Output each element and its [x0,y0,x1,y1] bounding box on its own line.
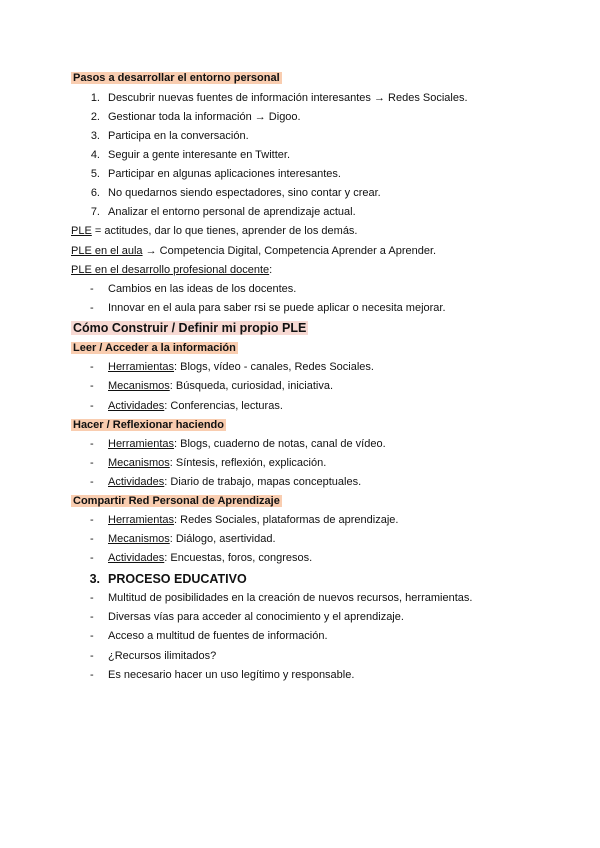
section-heading-construir: Cómo Construir / Definir mi propio PLE [73,321,307,335]
ple-aula: PLE en el aula → Competencia Digital, Competencia Aprender a Aprender. [71,245,437,257]
ple-definition: PLE = actitudes, dar lo que tienes, aprender de los demás. [71,225,358,237]
section-heading-pasos: Pasos a desarrollar el entorno personal [73,72,280,84]
document-page: Pasos a desarrollar el entorno personal 1. Descubrir nuevas fuentes de información interesantes → Redes Sociales. 2. Gestionar toda la información → Digoo. 3. Participa en la conversación. 4. Seguir a gente interesante en Twitter. 5. Participar en algunas aplicaciones interesantes. 6. No quedarnos siendo espectadores, sino contar y crear. 7. Analizar el entorno personal de aprendizaje actual. PLE = actitudes, dar lo que tienes, aprender de los demás. PLE en el aula → Competencia Digital, Competencia Aprender a Aprender. PLE en el desarrollo profesional docente: - Cambios en las ideas de los docentes. - Innovar en el aula para saber rsi se puede aplicar o necesita mejorar. Cómo Construir / Definir mi propio PLE Leer / Acceder a la información - Herramientas: Blogs, vídeo - canales, Redes Sociales. - Mecanismos: Búsqueda, curiosidad, iniciativa. - Actividades: Conferencias, lecturas. Hacer / Reflexionar haciendo - Herramientas: Blogs, cuaderno de notas, canal de vídeo. - Mecanismos: Síntesis, reflexión, explicación. - Actividades: Diario de trabajo, mapas conceptuales. Compartir Red Personal de Aprendizaje - Herramientas: Redes Sociales, plataformas de aprendizaje. - Mecanismos: Diálogo, asertividad. - Actividades: Encuestas, foros, congresos. 3. PROCESO EDUCATIVO - Multitud de posibilidades en la creación de nuevos recursos, herramientas. - Diversas vías para acceder al conocimiento y el aprendizaje. - Acceso a multitud de fuentes de información. - ¿Recursos ilimitados? - Es necesario hacer un uso legítimo y responsable. [71,72,473,681]
ple-desarrollo: PLE en el desarrollo profesional docente: [71,264,273,276]
group-title: Compartir Red Personal de Aprendizaje [73,495,280,507]
group-title: Hacer / Reflexionar haciendo [73,419,224,431]
group-title: Leer / Acceder a la información [73,342,236,354]
